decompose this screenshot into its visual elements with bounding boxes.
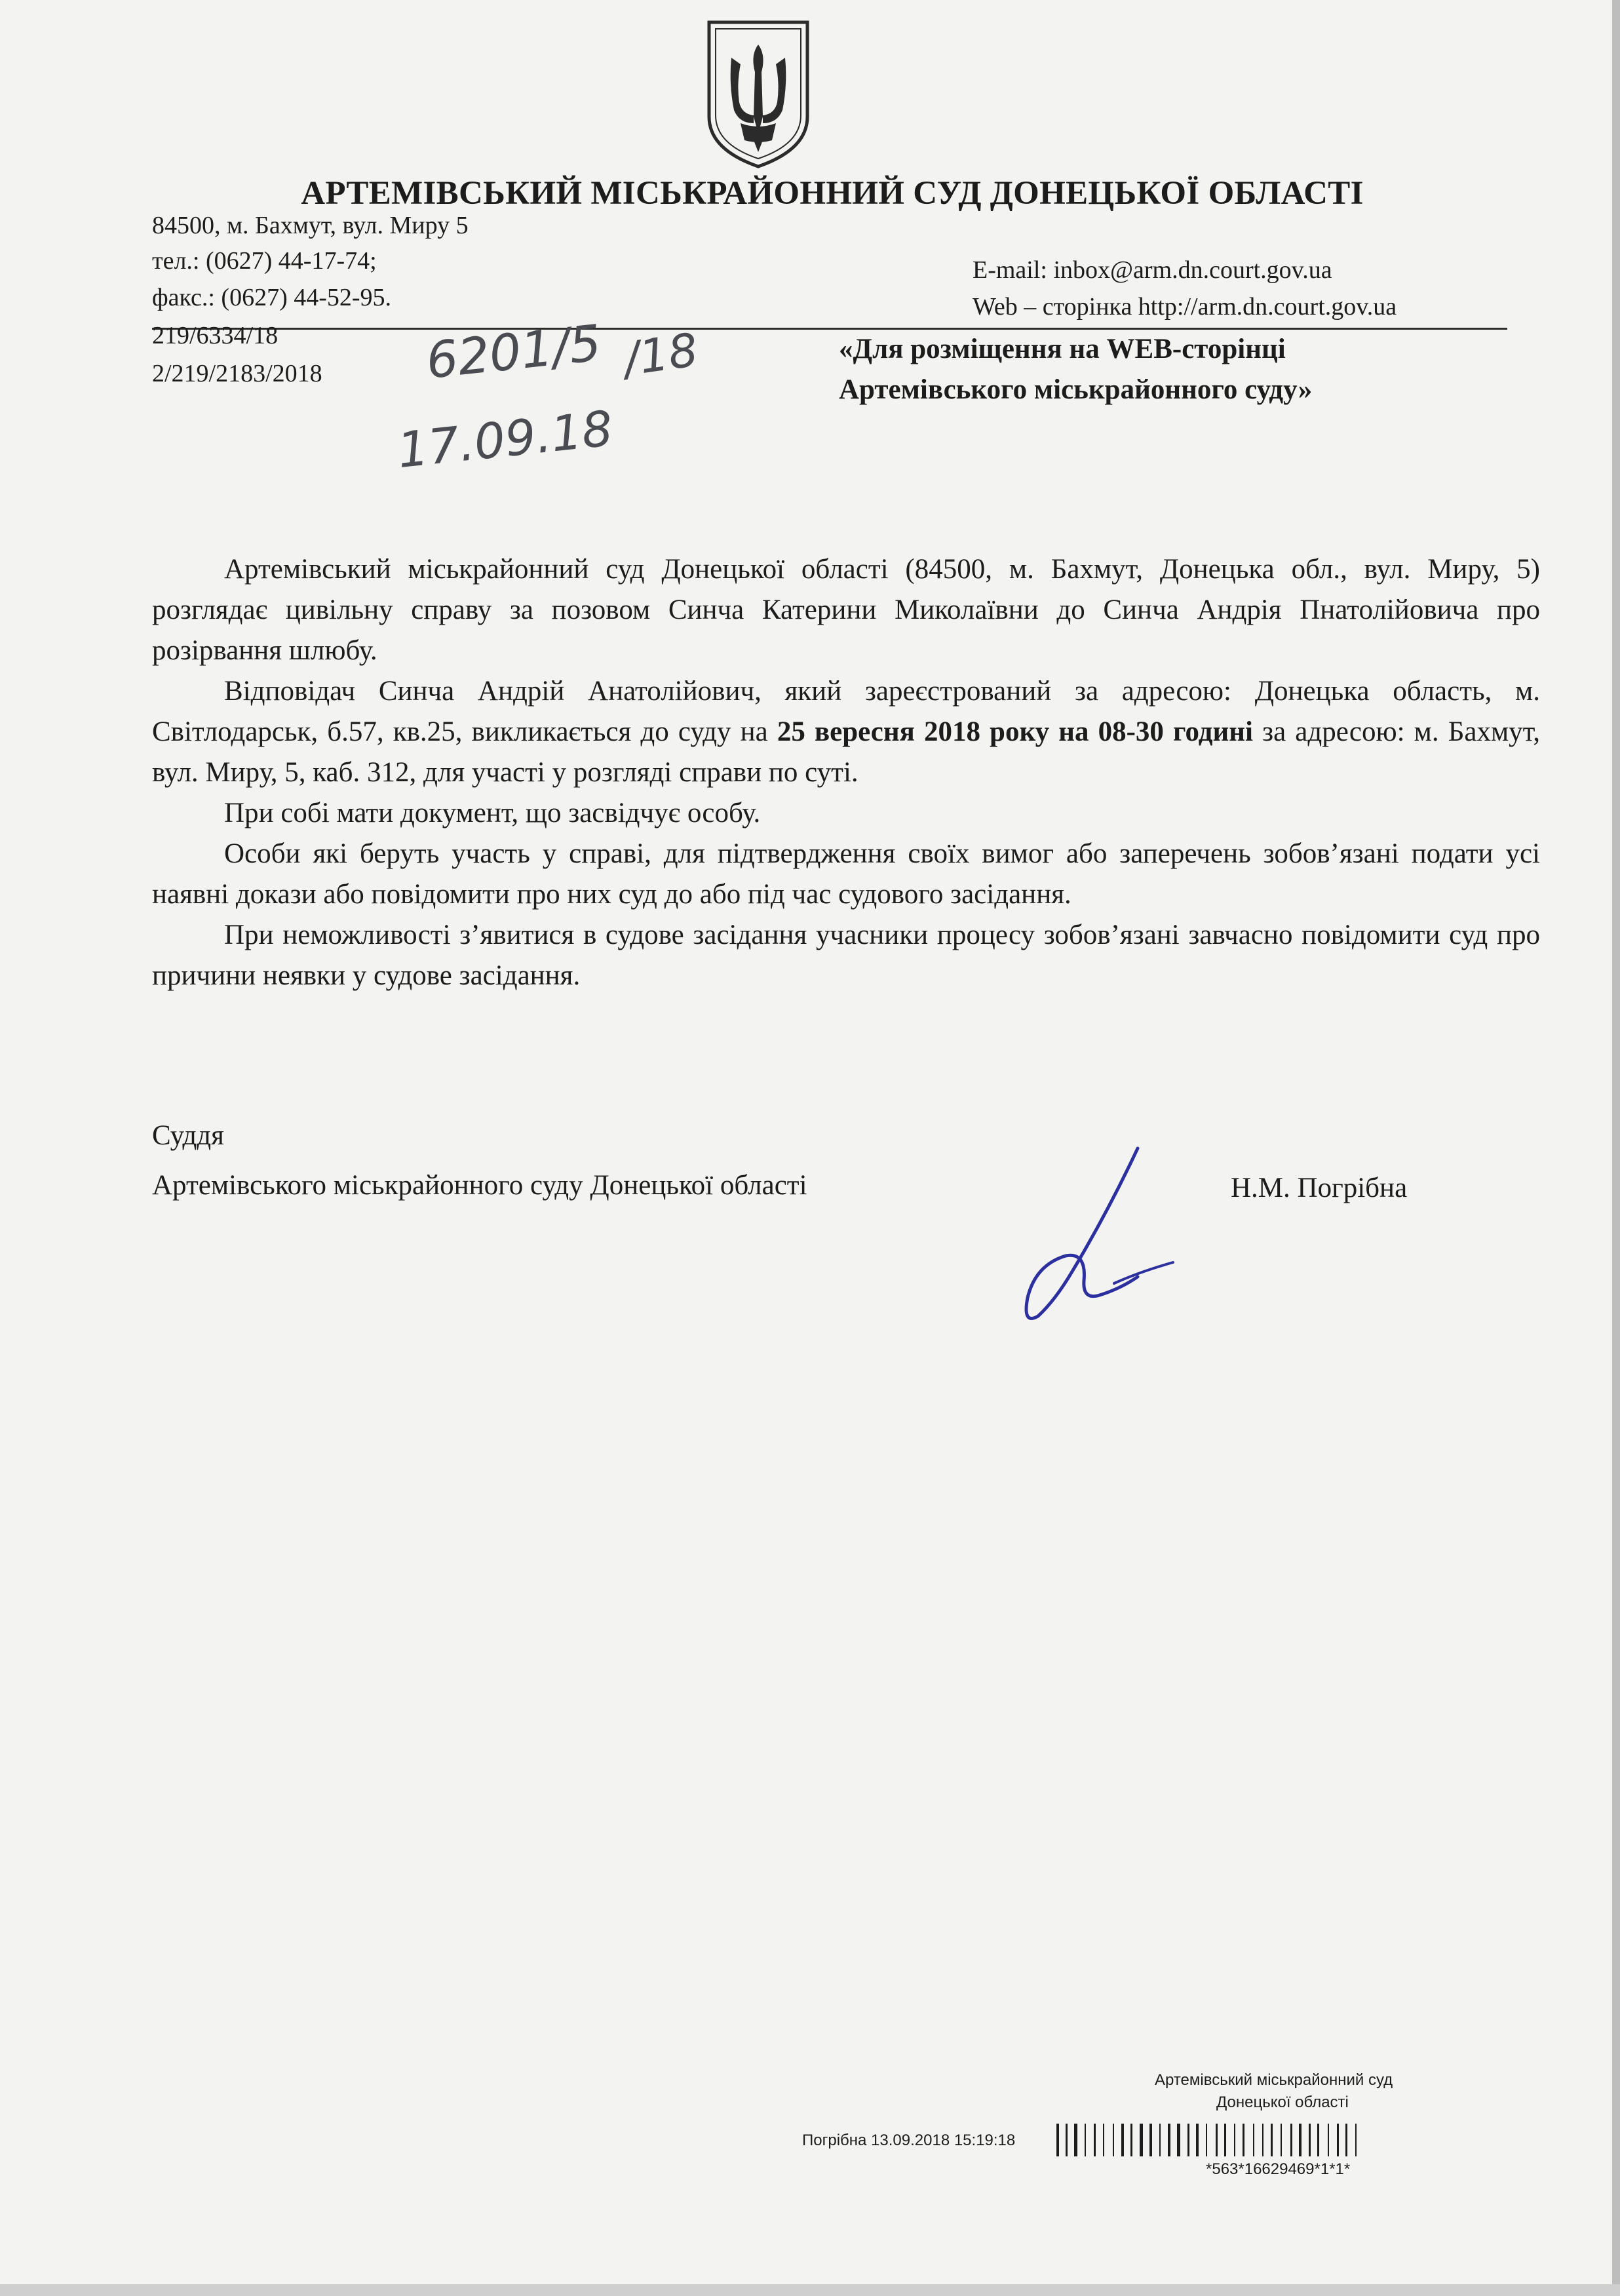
handwritten-initials: /18 — [620, 322, 701, 387]
coat-of-arms-icon — [703, 18, 814, 170]
scan-edge — [1612, 0, 1620, 2296]
paragraph-absence: При неможливості з’явитися в судове засідання учасники процесу зобов’язані завчасно повідомити суд про причини неявки у судове засідання. — [152, 920, 1540, 991]
summons-text-end: за адресою: м. Бахмут, вул. Миру, 5, каб. 312, для участі у розгляді справи по суті. — [152, 716, 1540, 788]
paragraph-id-document: При собі мати документ, що засвідчує особу. — [224, 798, 761, 828]
notice-line-2: Артемівського міськрайонного суду» — [839, 374, 1313, 405]
court-fax: факс.: (0627) 44-52-95. — [152, 284, 392, 311]
stamp-court-line-1: Артемівський міськрайонний суд — [1155, 2071, 1393, 2089]
court-email: E-mail: inbox@arm.dn.court.gov.ua — [973, 256, 1332, 284]
case-number: 219/6334/18 — [152, 322, 279, 349]
barcode-icon — [1056, 2124, 1535, 2156]
proceeding-number: 2/219/2183/2018 — [152, 360, 322, 387]
court-address: 84500, м. Бахмут, вул. Миру 5 — [152, 212, 469, 239]
court-title: АРТЕМІВСЬКИЙ МІСЬКРАЙОННИЙ СУД ДОНЕЦЬКОЇ ОБЛАСТІ — [301, 175, 1364, 212]
signature-court: Артемівського міськрайонного суду Донецької області — [152, 1170, 807, 1201]
judge-name: Н.М. Погрібна — [1231, 1173, 1408, 1203]
paragraph-evidence: Особи які беруть участь у справі, для підтвердження своїх вимог або заперечень зобов’язані подати усі наявні докази або повідомити про них суд до або під час судового засідання. — [152, 838, 1540, 910]
handwritten-incoming-number: 6201/5 — [423, 313, 604, 390]
handwritten-date: 17.09.18 — [395, 400, 616, 479]
paragraph-summons — [152, 671, 1540, 793]
web-publication-notice — [839, 329, 1312, 410]
notice-line-1: «Для розміщення на WEB-сторінці — [839, 334, 1286, 364]
signature-role: Суддя — [152, 1120, 224, 1151]
barcode-number: *563*16629469*1*1* — [1206, 2160, 1351, 2178]
stamp-court-line-2: Донецької області — [1216, 2093, 1349, 2111]
letter-body — [152, 549, 1540, 996]
summons-text-start: Відповідач Синча Андрій Анатолійович, який зареєстрований за адресою: Донецька область, м. Світлодарськ, б.57, кв.25, викликається до суду на — [152, 676, 1540, 747]
paragraph-case: Артемівський міськрайонний суд Донецької області (84500, м. Бахмут, Донецька обл., вул. Миру, 5) розглядає цивільну справу за позовом Синча Катерини Миколаївни до Синча Андрія Пнатолійовича про розірвання шлюбу. — [152, 554, 1540, 666]
stamp-registration-info: Погрібна 13.09.2018 15:19:18 — [802, 2131, 1016, 2149]
hearing-date: 25 вересня 2018 року на 08-30 годині — [777, 716, 1253, 747]
scan-edge-bottom — [0, 2284, 1620, 2296]
handwritten-signature — [1009, 1140, 1193, 1331]
court-website: Web – сторінка http://arm.dn.court.gov.ua — [973, 293, 1397, 321]
court-phone: тел.: (0627) 44-17-74; — [152, 247, 377, 275]
